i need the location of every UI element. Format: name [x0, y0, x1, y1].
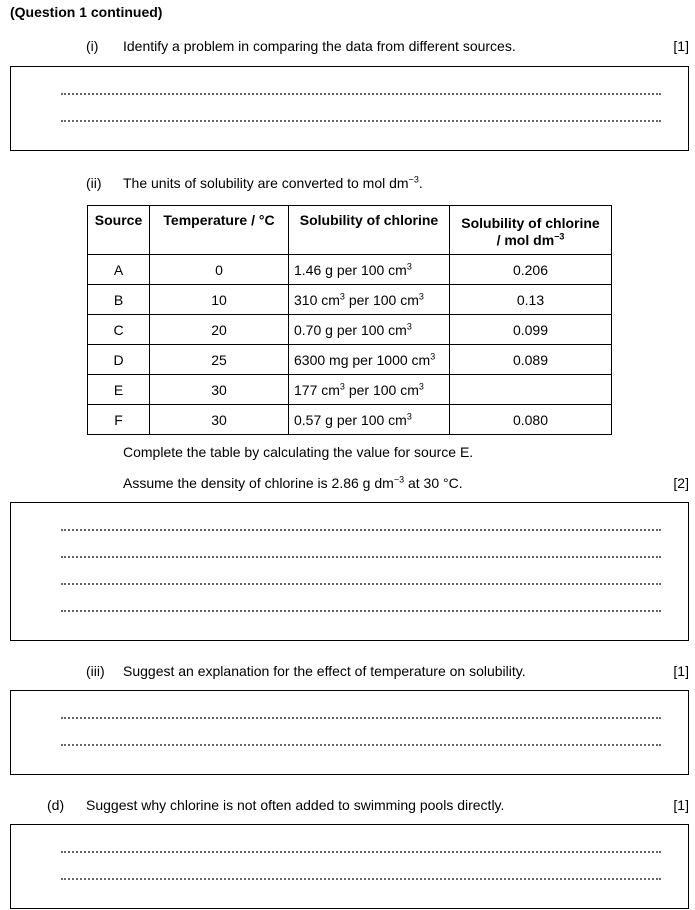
header-source: Source: [88, 206, 150, 255]
table-row: [88, 255, 612, 285]
answer-line: [61, 583, 661, 585]
cell-solubility: 0.70 g per 100 $cm^3$: [289, 315, 450, 345]
table-row: [88, 405, 612, 435]
question-iii-number: (iii): [86, 663, 105, 679]
cell-temperature: 20: [150, 315, 289, 345]
answer-line: [61, 120, 661, 122]
question-d-number: (d): [47, 797, 65, 813]
cell-mol-empty[interactable]: [450, 375, 612, 405]
question-iii-text: Suggest an explanation for the effect of temperature on solubility.: [123, 663, 526, 679]
answer-box-ii[interactable]: [10, 502, 689, 641]
table-row: [88, 315, 612, 345]
cell-source: D: [88, 345, 150, 375]
question-ii-number: (ii): [86, 175, 102, 191]
table-row: [88, 375, 612, 405]
continued-header: (Question 1 continued): [10, 4, 163, 20]
question-d-marks: [1]: [673, 797, 689, 813]
question-i-marks: [1]: [673, 38, 689, 54]
answer-line: [61, 529, 661, 531]
cell-temperature: 30: [150, 405, 289, 435]
question-ii-marks: [2]: [673, 475, 689, 491]
cell-temperature: 25: [150, 345, 289, 375]
cell-source: C: [88, 315, 150, 345]
cell-mol: 0.099: [450, 315, 612, 345]
answer-line: [61, 556, 661, 558]
answer-box-iii[interactable]: [10, 690, 689, 775]
cell-solubility: 310 $cm^3$ per 100 $cm^3$: [289, 285, 450, 315]
cell-temperature: 0: [150, 255, 289, 285]
question-i-number: (i): [86, 38, 99, 54]
answer-line: [61, 744, 661, 746]
instruction-complete-table: Complete the table by calculating the value for source E.: [123, 444, 474, 460]
cell-solubility: 1.46 g per 100 $cm^3$: [289, 255, 450, 285]
answer-line: [61, 93, 661, 95]
answer-line: [61, 878, 661, 880]
question-iii-marks: [1]: [673, 663, 689, 679]
cell-mol: 0.13: [450, 285, 612, 315]
answer-line: [61, 610, 661, 612]
header-solubility-mol: Solubility of chlorine / mol $dm^{-3}$: [450, 206, 612, 255]
question-d-text: Suggest why chlorine is not often added to swimming pools directly.: [86, 797, 505, 813]
cell-source: F: [88, 405, 150, 435]
table-row: [88, 345, 612, 375]
answer-line: [61, 717, 661, 719]
question-ii-text: The units of solubility are converted to mol $dm^{-3}$.: [123, 174, 423, 191]
answer-line: [61, 851, 661, 853]
cell-mol: 0.089: [450, 345, 612, 375]
header-solubility: Solubility of chlorine: [289, 206, 450, 255]
answer-box-i[interactable]: [10, 66, 689, 151]
cell-solubility: 0.57 g per 100 $cm^3$: [289, 405, 450, 435]
table-row: [88, 285, 612, 315]
cell-source: A: [88, 255, 150, 285]
cell-source: B: [88, 285, 150, 315]
header-temperature: Temperature / °C: [150, 206, 289, 255]
cell-mol: 0.206: [450, 255, 612, 285]
cell-temperature: 30: [150, 375, 289, 405]
solubility-table: [87, 205, 612, 435]
instruction-density: Assume the density of chlorine is 2.86 g $dm^{-3}$ at 30 °C.: [123, 474, 463, 491]
cell-solubility: 177 $cm^3$ per 100 $cm^3$: [289, 375, 450, 405]
answer-box-d[interactable]: [10, 824, 689, 909]
cell-temperature: 10: [150, 285, 289, 315]
question-i-text: Identify a problem in comparing the data from different sources.: [123, 38, 516, 54]
cell-mol: 0.080: [450, 405, 612, 435]
cell-solubility: 6300 mg per 1000 $cm^3$: [289, 345, 450, 375]
cell-source: E: [88, 375, 150, 405]
